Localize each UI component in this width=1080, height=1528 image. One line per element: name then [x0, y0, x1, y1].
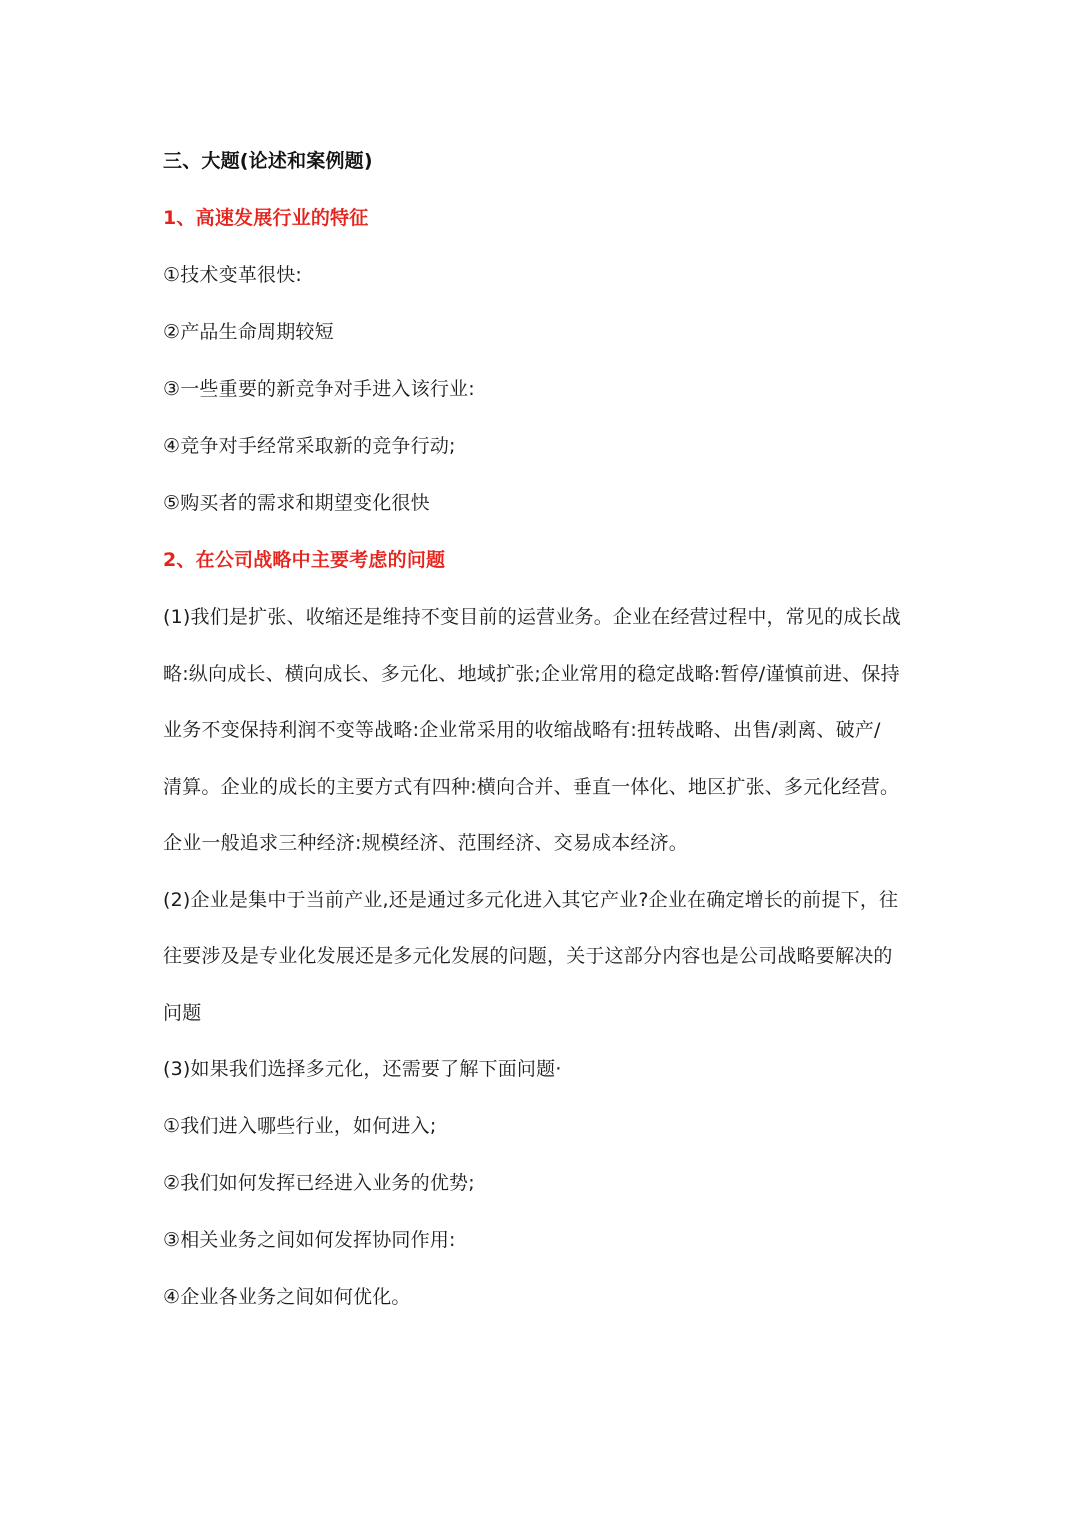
list-item: ④企业各业务之间如何优化。 — [163, 1286, 411, 1308]
paragraph-1 — [163, 594, 923, 877]
paragraph-line: 业务不变保持利润不变等战略:企业常采用的收缩战略有:扭转战略、出售/剥离、破产/ — [163, 719, 881, 741]
question-2-title: 2、在公司战略中主要考虑的问题 — [163, 549, 446, 571]
paragraph-2 — [163, 877, 923, 1047]
paragraph-line: 清算。企业的成长的主要方式有四种:横向合并、垂直一体化、地区扩张、多元化经营。 — [163, 775, 900, 798]
paragraph-line: 企业一般追求三种经济:规模经济、范围经济、交易成本经济。 — [163, 832, 689, 854]
list-item: ①我们进入哪些行业，如何进入; — [163, 1115, 437, 1137]
section-title: 三、大题(论述和案例题) — [163, 150, 373, 172]
paragraph-line: (2)企业是集中于当前产业,还是通过多元化进入其它产业?企业在确定增长的前提下，往 — [163, 888, 899, 911]
paragraph-line: (1)我们是扩张、收缩还是维持不变目前的运营业务。企业在经营过程中，常见的成长战 — [163, 606, 901, 628]
paragraph-line: 往要涉及是专业化发展还是多元化发展的问题，关于这部分内容也是公司战略要解决的 — [163, 945, 893, 967]
question-1-title: 1、高速发展行业的特征 — [163, 207, 369, 229]
paragraph-line: 略:纵向成长、横向成长、多元化、地域扩张;企业常用的稳定战略:暂停/谨慎前进、保持 — [163, 662, 900, 685]
paragraph-line: 问题 — [163, 1001, 202, 1024]
paragraph-3-intro: (3)如果我们选择多元化，还需要了解下面问题· — [163, 1058, 562, 1080]
list-item: ②产品生命周期较短 — [163, 321, 334, 343]
document-page — [163, 138, 923, 1331]
list-item: ⑤购买者的需求和期望变化很快 — [163, 492, 430, 514]
list-item: ④竞争对手经常采取新的竞争行动; — [163, 435, 456, 457]
list-item: ①技术变革很快: — [163, 264, 303, 286]
list-item: ③一些重要的新竞争对手进入该行业: — [163, 378, 475, 400]
list-item: ②我们如何发挥已经进入业务的优势; — [163, 1172, 475, 1194]
list-item: ③相关业务之间如何发挥协同作用: — [163, 1229, 456, 1251]
